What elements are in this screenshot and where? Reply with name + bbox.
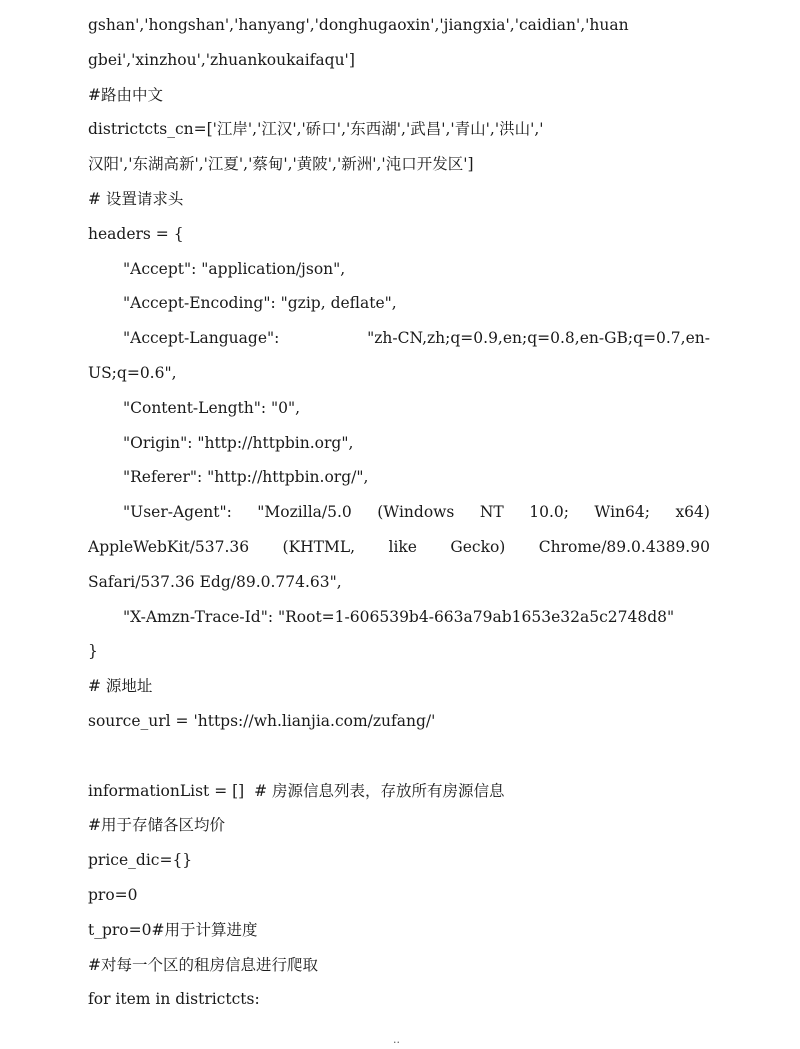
code-token: "zh-CN,zh;q=0.9,en;q=0.8,en-GB;q=0.7,en- bbox=[367, 329, 710, 348]
code-token: (KHTML, bbox=[282, 537, 356, 556]
code-token: "Mozilla/5.0 bbox=[257, 503, 352, 522]
code-comment: # 设置请求头 bbox=[88, 189, 184, 208]
code-line: Safari/537.36 Edg/89.0.774.63", bbox=[88, 572, 342, 591]
code-line: "Accept": "application/json", bbox=[123, 259, 346, 278]
code-line: districtcts_cn=['江岸','江汉','硚口','东西湖','武昌','青山','洪山',' bbox=[88, 120, 544, 139]
code-token: 10.0; bbox=[529, 503, 569, 522]
code-line bbox=[88, 495, 710, 530]
code-line: t_pro=0#用于计算进度 bbox=[88, 920, 258, 939]
code-line bbox=[88, 530, 710, 565]
code-token: NT bbox=[479, 503, 504, 522]
code-line: "Content-Length": "0", bbox=[123, 398, 301, 417]
code-document bbox=[88, 8, 710, 1017]
code-token: x64) bbox=[675, 503, 710, 522]
code-token: "Accept-Language": bbox=[123, 329, 280, 348]
code-comment: #路由中文 bbox=[88, 85, 163, 104]
code-token: AppleWebKit/537.36 bbox=[88, 537, 250, 556]
code-line: "Referer": "http://httpbin.org/", bbox=[123, 468, 369, 487]
code-line: US;q=0.6", bbox=[88, 363, 177, 382]
code-line: "Origin": "http://httpbin.org", bbox=[123, 433, 354, 452]
code-line: pro=0 bbox=[88, 885, 138, 904]
code-token: Win64; bbox=[594, 503, 650, 522]
code-line: headers = { bbox=[88, 224, 184, 243]
code-token: "User-Agent": bbox=[123, 503, 232, 522]
code-line: gbei','xinzhou','zhuankoukaifaqu'] bbox=[88, 50, 355, 69]
code-line: price_dic={} bbox=[88, 851, 193, 870]
code-line: gshan','hongshan','hanyang','donghugaoxin','jiangxia','caidian','huan bbox=[88, 16, 629, 34]
code-line: "X-Amzn-Trace-Id": "Root=1-606539b4-663a79ab1653e32a5c2748d8" bbox=[123, 607, 675, 626]
code-line: "Accept-Encoding": "gzip, deflate", bbox=[123, 294, 397, 313]
code-token: Gecko) bbox=[450, 537, 506, 556]
code-token: (Windows bbox=[377, 503, 455, 522]
page-mark: ·· bbox=[393, 1036, 400, 1049]
code-line: } bbox=[88, 642, 98, 661]
code-comment: #对每一个区的租房信息进行爬取 bbox=[88, 955, 318, 974]
blank-line bbox=[88, 739, 710, 774]
code-line: 汉阳','东湖高新','江夏','蔡甸','黄陂','新洲','沌口开发区'] bbox=[88, 155, 474, 174]
code-comment: #用于存储各区均价 bbox=[88, 816, 225, 835]
code-line: for item in districtcts: bbox=[88, 990, 260, 1009]
code-token: like bbox=[388, 537, 417, 556]
code-token: Chrome/89.0.4389.90 bbox=[538, 537, 710, 556]
code-line bbox=[88, 321, 710, 356]
code-line: informationList = [] # 房源信息列表，存放所有房源信息 bbox=[88, 781, 505, 800]
code-comment: # 源地址 bbox=[88, 677, 153, 696]
code-line: source_url = 'https://wh.lianjia.com/zufang/' bbox=[88, 711, 436, 730]
